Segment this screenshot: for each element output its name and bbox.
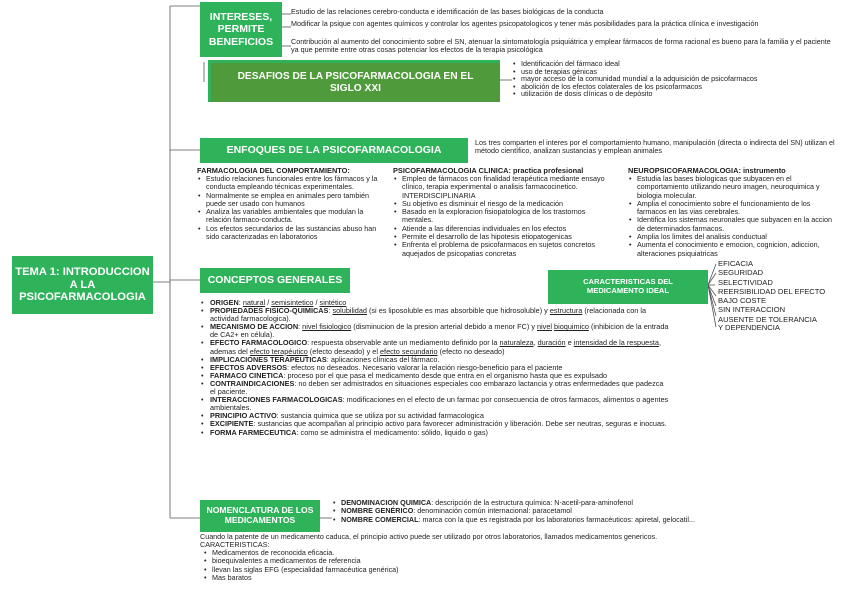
list-item: SEGURIDAD [718, 268, 764, 278]
concept-term: IMPLICACIONES TERAPEUTICAS [210, 354, 327, 364]
concept-term: INTERACCIONES FARMACOLOGICAS [210, 395, 343, 405]
concept-text: efectos no deseados. Necesario valorar la relación riesgo-beneficio para el paciente [291, 362, 563, 372]
column-title: PSICOFARMACOLOGIA CLINICA: practica profesional [393, 166, 584, 175]
concept-text: estructura [549, 306, 583, 316]
intereses-item: Modificar la psique con agentes químicos y controlar los agentes psicopatologicos y tener más posibilidades para la práctica clínica e investigación [291, 19, 759, 28]
concept-item: • MECANISMO DE ACCION: nivel fisiologico (disminucion de la presion arterial debido a menor FC) y nivel bioquimico (inhibicion de la entrada de CA2+ en célula). [200, 323, 670, 339]
concept-item: • EFECTO FARMACOLOGICO: respuesta observable ante un mediamento definido por la naturaleza, duración e intensidad de la respuesta, ademas del efecto terapéutico (efecto deseado) y el efecto secundario (efecto no deseado) [200, 339, 670, 355]
concept-text: (disminucion de la presion arterial debido a menor FC) y [351, 322, 537, 332]
desafios-label: DESAFIOS DE LA PSICOFARMACOLOGIA EN EL SIGLO XXI [237, 70, 474, 94]
concept-text: efecto terapéutico [249, 346, 308, 356]
list-item: • Permite el desarrollo de las hipotesis etiopatogenicas [393, 233, 615, 241]
concept-term: PROPIEDADES FISICO-QUIMICAS [210, 306, 329, 316]
nomenclatura-text: : descripción de la estructura química: N-acetil-para-aminofenol [431, 498, 633, 507]
concept-item: • FARMACO CINETICA: proceso por el que pasa el medicamento desde que entra en el organismo hasta que es expulsado [200, 372, 670, 380]
list-item: • bioequivalentes a medicamentos de referencia [203, 557, 603, 565]
concept-text: duración [537, 338, 566, 348]
concept-item: • IMPLICACIONES TERAPEUTICAS: aplicaciones clínicas del fármaco. [200, 356, 670, 364]
root-topic-label: TEMA 1: INTRODUCCION A LA PSICOFARMACOLOGIA [15, 265, 150, 304]
enfoques-column [393, 166, 615, 258]
concept-term: EXCIPIENTE [210, 419, 254, 429]
enfoques-column [197, 166, 385, 241]
list-item: • Amplia el conocimiento sobre el funcionamiento de los farmacos en las vias cerebrales. [628, 200, 840, 217]
nomenclatura-term: NOMBRE GENÉRICO [341, 506, 414, 516]
intereses-topic [200, 2, 282, 57]
list-item: • llevan las siglas EFG (especialidad farmacéutica genérica) [203, 566, 603, 574]
concept-text: naturaleza [499, 338, 534, 348]
concept-term: EFECTOS ADVERSOS [210, 362, 288, 372]
concept-term: EFECTO FARMACOLOGICO [210, 338, 308, 348]
concept-text: (inhibicion de la entrada de CA2+ en célula). [210, 322, 669, 340]
caracteristicas-topic [548, 270, 708, 304]
concept-item: • CONTRAINDICACIONES: no deben ser admistrados en situaciones especiales coo embarazo lactancia y otras enfermedades que padezca el paciente. [200, 380, 670, 396]
concept-text: sustancia quimica que se utiliza por su actividad farmacologica [280, 411, 484, 421]
concept-term: FORMA FARMECEUTICA [210, 427, 297, 437]
concept-text: / [265, 298, 272, 307]
root-topic [12, 256, 153, 314]
desafios-list [512, 60, 842, 98]
concept-text: (efecto deseado) y el [307, 346, 380, 356]
caracteristicas-list [718, 259, 846, 331]
concept-text: efecto secundario [379, 346, 438, 356]
list-item: • Mas baratos [203, 574, 603, 582]
column-title: NEUROPSICOFARMACOLOGIA: instrumento [628, 166, 786, 175]
concept-text: intensidad de la respuesta [573, 338, 659, 348]
enfoques-topic [200, 138, 468, 163]
list-item: • Estudio relaciones funcionales entre los fármacos y la conducta empleando técnicas experimentales. [197, 175, 385, 192]
concept-item: • INTERACCIONES FARMACOLOGICAS: modificaciones en el efecto de un farmac por consecuencia de otros farmacos, alimentos o agentes ambientales. [200, 396, 670, 412]
list-item: • Analiza las variables ambientales que modulan la relación farmaco-conducta. [197, 208, 385, 225]
intereses-label: INTERESES, PERMITE BENEFICIOS [208, 11, 274, 48]
concept-item: • EXCIPIENTE: sustancias que acompañan al principio activo para favorecer administración y liberación. Debe ser neutras, seguras e inocuas. [200, 420, 670, 428]
list-item: • abolición de los efectos colaterales de los psicofarmacos [512, 83, 842, 91]
concept-text: , [533, 338, 538, 348]
concept-text: (relacionada con la actividad farmacologica). [210, 306, 647, 324]
list-item: • Basado en la exploracion fisiopatologica de los trastornos mentales. [393, 208, 615, 225]
list-item: • Enfrenta el problema de psicofarmacos en sujetos concretos aquejados de psicopatias concretas [393, 241, 615, 258]
conceptos-list [200, 299, 670, 437]
list-item: Y DEPENDENCIA [718, 323, 780, 333]
concept-text: semisintetico [271, 298, 314, 307]
concept-item: • PROPIEDADES FISICO-QUIMICAS: solubilidad (si es liposoluble es mas absorbible que hidrosoluble) y estructura (relacionada con la actividad farmacologica). [200, 307, 670, 323]
concept-term: ORIGEN [210, 298, 239, 307]
concept-text: bioquimico [554, 322, 589, 332]
concept-term: FARMACO CINETICA [210, 370, 284, 380]
nomenclatura-topic [200, 500, 320, 532]
concept-text: respuesta observable ante un mediamento definido por la [311, 338, 500, 348]
concept-text: (si es liposoluble es mas absorbible que hidrosoluble) y [366, 306, 550, 316]
caracteristicas-label: CARACTERISTICAS DEL MEDICAMENTO IDEAL [583, 277, 673, 295]
conceptos-label: CONCEPTOS GENERALES [207, 274, 343, 287]
list-item: • uso de terapias génicas [512, 68, 842, 76]
conceptos-topic [200, 268, 350, 293]
concept-item: • ORIGEN: natural / semisintetico / sintético [200, 299, 670, 307]
concept-text: nivel [537, 322, 553, 332]
nomenclatura-term: DENOMINACION QUIMICA [341, 498, 432, 507]
list-item: SIN INTERACCION [718, 305, 786, 315]
list-item: SELECTIVIDAD [718, 277, 773, 287]
list-item: EFICACIA [718, 259, 754, 268]
enfoques-column [628, 166, 840, 258]
concept-term: MECANISMO DE ACCION [210, 322, 299, 332]
list-item: • Los efectos secundarios de las sustancias abuso han sido caracterizadas en laboratorios [197, 225, 385, 242]
concept-text: e [565, 338, 574, 348]
list-item: • Aumenta el conocimiento e emocion, cognicion, adiccion, alteraciones psiquiatricas [628, 241, 840, 258]
nomenclatura-list [332, 499, 832, 524]
enfoques-label: ENFOQUES DE LA PSICOFARMACOLOGIA [226, 144, 442, 157]
list-item: • Atiende a las diferencias individuales en los efectos [393, 225, 615, 233]
list-item: • mayor acceso de la comunidad mundial a la adquisición de psicofarmacos [512, 75, 842, 83]
concept-text: sustancias que acompañan al principio activo para favorecer administración y liberación. Debe ser neutras, seguras e inocuas. [257, 419, 667, 429]
column-title: FARMACOLOGIA DEL COMPORTAMIENTO: [197, 166, 350, 175]
list-item: • Identifica los sistemas neuronales que subyacen en la accion de determinados farmacos. [628, 216, 840, 233]
concept-item: • FORMA FARMECEUTICA: como se administra el medicamento: sólido, liquido o gas) [200, 429, 670, 437]
list-item: BAJO COSTE [718, 296, 767, 306]
concept-text: proceso por el que pasa el medicamento desde que entra en el organismo hasta que es expulsado [287, 370, 608, 380]
list-item: • Amplia los limites del analisis conductual [628, 233, 840, 241]
nomenclatura-text: : denominación común internacional: paracetamol [413, 506, 572, 516]
intereses-item: Contribución al aumento del conocimiento sobre el SN, atenuar la sintomatología psiquiátrica y emplear fármacos de forma racional es bueno para la familia y el paciente ya que permite entre otras cosas potenciar los efectos de la terapia psicológica [291, 37, 831, 55]
concept-text: , ademas del [210, 338, 661, 356]
list-item: • Normalmente se emplea en animales pero también puede ser usado con humanos [197, 192, 385, 209]
concept-text: natural [242, 298, 266, 307]
nomenclatura-text: : marca con la que es registrada por los laboratorios farmacéuticos: apiretal, gelocatil... [418, 514, 695, 524]
nomenclatura-car-list [203, 549, 603, 582]
nomenclatura-label: NOMENCLATURA DE LOS MEDICAMENTOS [206, 505, 314, 525]
nomenclatura-car-label: CARACTERISTICAS: [200, 540, 270, 549]
list-item: REERSIBILIDAD DEL EFECTO [718, 286, 826, 296]
concept-item: • EFECTOS ADVERSOS: efectos no deseados. Necesario valorar la relación riesgo-beneficio para el paciente [200, 364, 670, 372]
list-item: • utilización de dosis clínicas o de depósito [512, 90, 842, 98]
concept-item: • PRINCIPIO ACTIVO: sustancia quimica que se utiliza por su actividad farmacologica [200, 412, 670, 420]
list-item: • Identificación del fármaco ideal [512, 60, 842, 68]
concept-text: solubilidad [332, 306, 367, 316]
concept-text: nivel fisiologico [302, 322, 352, 332]
list-item [332, 516, 832, 524]
list-item: • Empleo de fármacos con finalidad terapéutica mediante ensayo clínico, terapia experimental o analisis farmacocinetico. INTERDISCIPLINARIA [393, 175, 615, 200]
concept-term: CONTRAINDICACIONES [210, 378, 295, 388]
enfoques-intro: Los tres comparten el interes por el comportamiento humano, manipulación (directa o indirecta del SN) utilizan el método científico, analizan sustancias y emplean animales [475, 138, 835, 156]
list-item: AUSENTE DE TOLERANCIA [718, 314, 817, 324]
list-item: • Su objetivo es disminuir el riesgo de la medicación [393, 200, 615, 208]
concept-term: PRINCIPIO ACTIVO [210, 411, 277, 421]
concept-text: aplicaciones clínicas del fármaco. [330, 354, 440, 364]
desafios-topic [208, 60, 500, 102]
concept-text: (efecto no deseado) [437, 346, 505, 356]
concept-text: modificaciones en el efecto de un farmac por consecuencia de otros farmacos, alimentos o agentes ambientales. [210, 395, 669, 413]
list-item: • Medicamentos de reconocida eficacia. [203, 549, 603, 557]
nomenclatura-note: Cuando la patente de un medicamento caduca, el principio activo puede ser utilizado por otros laboratorios, llamados medicamentos genericos. [200, 532, 658, 541]
concept-text: sintético [319, 298, 347, 307]
intereses-item: Estudio de las relaciones cerebro-conducta e identificación de las bases biológicas de la conducta [291, 7, 604, 16]
concept-text: no deben ser admistrados en situaciones especiales coo embarazo lactancia y otras enfermedades que padezca el paciente. [210, 378, 664, 397]
concept-text: / [313, 298, 320, 307]
concept-text: como se administra el medicamento: sólido, liquido o gas) [300, 427, 488, 437]
list-item: • Estudia las bases biologicas que subyacen en el comportamiento utilizando neuro imagen, neuroquimica y biologia molecular. [628, 175, 840, 200]
nomenclatura-term: NOMBRE COMERCIAL [341, 514, 419, 524]
